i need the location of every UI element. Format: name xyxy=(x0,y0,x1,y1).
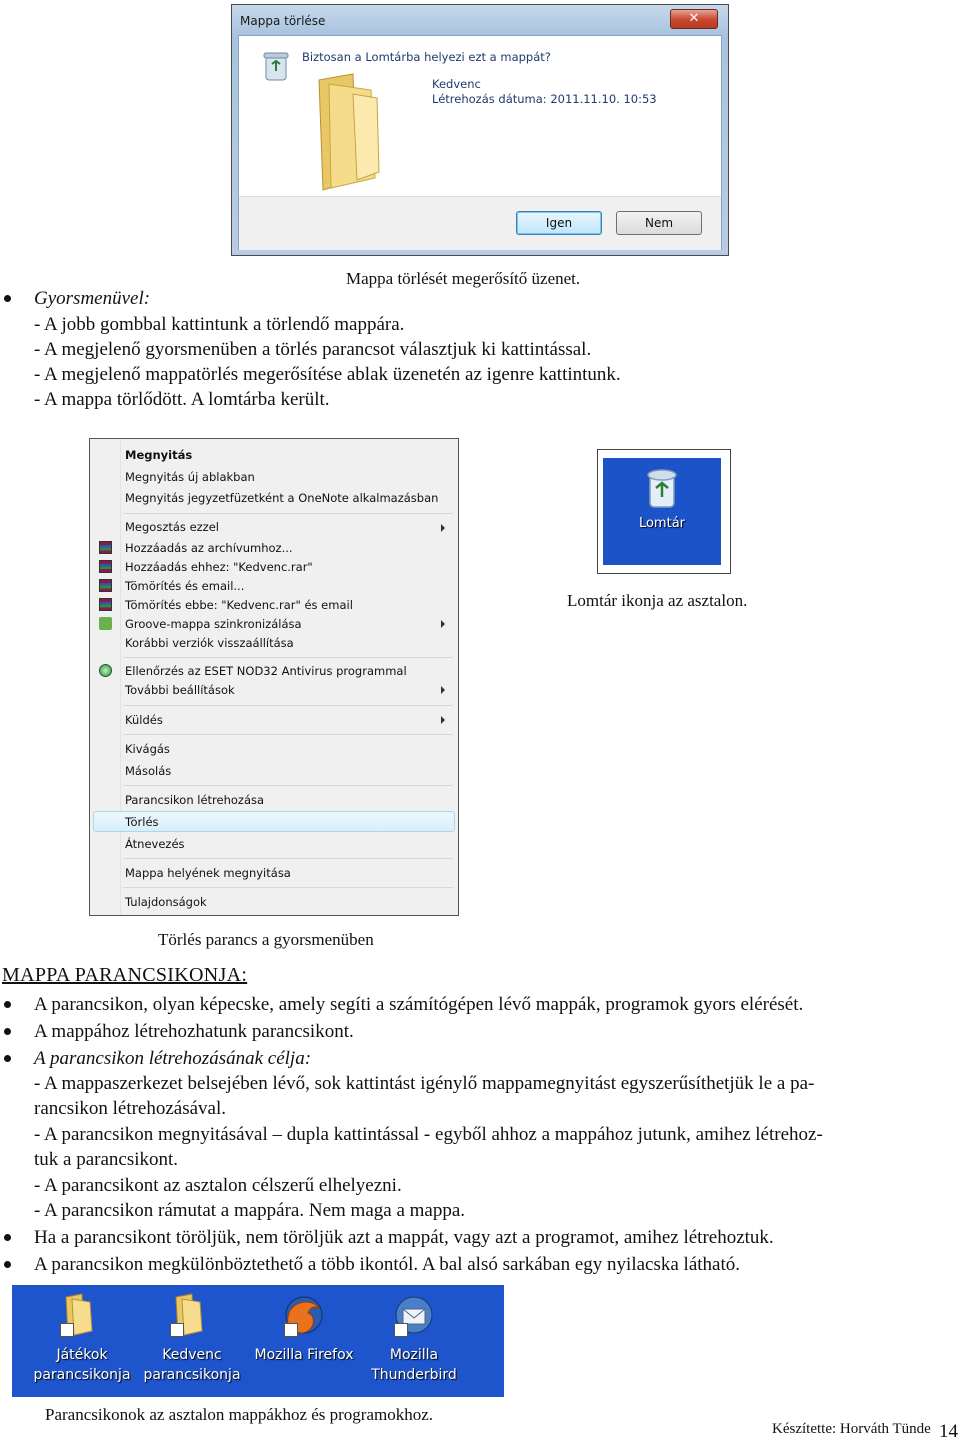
submenu-arrow-icon xyxy=(441,716,445,724)
section2-line: - A parancsikont az asztalon célszerű elhelyezni. xyxy=(34,1175,402,1196)
dialog-question: Biztosan a Lomtárba helyezi ezt a mappát? xyxy=(302,50,551,64)
section2-line: - A parancsikon megnyitásával – dupla kattintással - egyből ahhoz a mappához jutunk, amihez létrehoz- xyxy=(34,1124,823,1145)
menu-item-open-new-window[interactable]: Megnyitás új ablakban xyxy=(125,470,255,484)
bullet xyxy=(4,1055,11,1062)
recycle-bin-desktop[interactable] xyxy=(603,458,721,565)
menu-gutter xyxy=(90,439,121,915)
section1-line: - A megjelenő gyorsmenüben a törlés parancsot választjuk ki kattintással. xyxy=(34,339,592,360)
menu-item-copy[interactable]: Másolás xyxy=(125,764,172,778)
bullet xyxy=(4,1234,11,1241)
dialog-title: Mappa törlése xyxy=(240,14,326,28)
menu-item-share[interactable]: Megosztás ezzel xyxy=(125,520,219,534)
shortcut-label[interactable]: Mozilla Firefox xyxy=(254,1347,354,1363)
recycle-bin-icon xyxy=(645,466,679,510)
menu-item-open[interactable]: Megnyitás xyxy=(125,448,193,462)
recycle-caption: Lomtár ikonja az asztalon. xyxy=(567,591,748,610)
section2-heading: MAPPA PARANCSIKONJA: xyxy=(2,964,248,986)
dialog-caption: Mappa törlését megerősítő üzenet. xyxy=(346,269,581,288)
menu-caption: Törlés parancs a gyorsmenüben xyxy=(158,930,374,949)
section1-line: - A megjelenő mappatörlés megerősítése ablak üzenetén az igenre kattintunk. xyxy=(34,364,621,385)
menu-item-compress-email[interactable]: Tömörítés és email... xyxy=(125,579,245,593)
shortcuts-caption: Parancsikonok az asztalon mappákhoz és programokhoz. xyxy=(45,1405,434,1424)
eset-icon xyxy=(99,664,112,677)
groove-icon xyxy=(99,617,112,630)
menu-item-groove-sync[interactable]: Groove-mappa szinkronizálása xyxy=(125,617,302,631)
submenu-arrow-icon xyxy=(441,686,445,694)
shortcut-arrow-icon xyxy=(394,1323,408,1337)
bullet xyxy=(4,1261,11,1268)
shortcut-label[interactable]: Kedvenc parancsikonja xyxy=(143,1347,241,1383)
desktop-shortcuts xyxy=(12,1285,504,1397)
menu-item-create-shortcut[interactable]: Parancsikon létrehozása xyxy=(125,793,265,807)
menu-item-send-to[interactable]: Küldés xyxy=(125,713,163,727)
menu-item-delete[interactable]: Törlés xyxy=(125,815,159,829)
section2-line: - A parancsikon rámutat a mappára. Nem maga a mappa. xyxy=(34,1200,466,1221)
menu-item-cut[interactable]: Kivágás xyxy=(125,742,170,756)
menu-item-properties[interactable]: Tulajdonságok xyxy=(125,895,207,909)
folder-icon xyxy=(309,72,389,192)
section2-line: tuk a parancsikont. xyxy=(34,1149,179,1170)
winrar-icon xyxy=(99,579,112,592)
menu-item-add-archive[interactable]: Hozzáadás az archívumhoz... xyxy=(125,541,293,555)
no-button[interactable]: Nem xyxy=(616,211,702,235)
menu-separator xyxy=(123,734,453,735)
menu-separator xyxy=(123,785,453,786)
winrar-icon xyxy=(99,598,112,611)
section2-bullet: A parancsikon létrehozásának célja: xyxy=(34,1048,312,1069)
menu-separator xyxy=(123,513,453,514)
submenu-arrow-icon xyxy=(441,620,445,628)
menu-item-eset-scan[interactable]: Ellenőrzés az ESET NOD32 Antivirus programmal xyxy=(125,664,407,678)
menu-item-restore-versions[interactable]: Korábbi verziók visszaállítása xyxy=(125,636,294,650)
menu-item-add-rar[interactable]: Hozzáadás ehhez: "Kedvenc.rar" xyxy=(125,560,313,574)
section2-bullet: Ha a parancsikont töröljük, nem töröljük azt a mappát, vagy azt a programot, amihez létrehoztuk. xyxy=(34,1227,774,1248)
recycle-bin-label: Lomtár xyxy=(638,516,686,531)
yes-button[interactable]: Igen xyxy=(516,211,602,235)
menu-item-open-location[interactable]: Mappa helyének megnyitása xyxy=(125,866,291,880)
menu-item-open-onenote[interactable]: Megnyitás jegyzetfüzetként a OneNote alkalmazásban xyxy=(125,491,439,505)
shortcut-label[interactable]: Játékok parancsikonja xyxy=(33,1347,131,1383)
menu-item-compress-rar-email[interactable]: Tömörítés ebbe: "Kedvenc.rar" és email xyxy=(125,598,353,612)
footer-author: Készítette: Horváth Tünde xyxy=(772,1421,931,1437)
menu-separator xyxy=(123,657,453,658)
winrar-icon xyxy=(99,560,112,573)
page-number: 14 xyxy=(939,1421,958,1442)
section1-line: - A mappa törlődött. A lomtárba került. xyxy=(34,389,330,410)
folder-date: Létrehozás dátuma: 2011.11.10. 10:53 xyxy=(432,92,657,106)
shortcut-arrow-icon xyxy=(170,1323,184,1337)
section2-line: rancsikon létrehozásával. xyxy=(34,1098,227,1119)
section1-line: - A jobb gombbal kattintunk a törlendő mappára. xyxy=(34,314,405,335)
close-button[interactable]: ✕ xyxy=(670,9,718,29)
menu-separator xyxy=(123,705,453,706)
folder-name: Kedvenc xyxy=(432,77,481,91)
winrar-icon xyxy=(99,541,112,554)
bullet xyxy=(4,1001,11,1008)
recycle-bin-icon xyxy=(263,50,289,82)
context-menu xyxy=(89,438,459,916)
section2-line: - A mappaszerkezet belsejében lévő, sok kattintást igénylő mappamegnyitást egyszerűsíthetjük le a pa- xyxy=(34,1073,815,1094)
menu-item-rename[interactable]: Átnevezés xyxy=(125,837,185,851)
section1-heading: Gyorsmenüvel: xyxy=(34,288,151,309)
submenu-arrow-icon xyxy=(441,524,445,532)
delete-folder-dialog xyxy=(231,4,729,256)
dialog-client xyxy=(238,35,722,250)
shortcut-label[interactable]: Mozilla Thunderbird xyxy=(371,1347,457,1383)
section2-bullet: A mappához létrehozhatunk parancsikont. xyxy=(34,1021,354,1042)
bullet xyxy=(4,1028,11,1035)
menu-separator xyxy=(123,887,453,888)
shortcut-arrow-icon xyxy=(284,1323,298,1337)
section2-bullet: A parancsikon megkülönböztethető a több ikontól. A bal alsó sarkában egy nyilacska látható. xyxy=(34,1254,740,1275)
bullet xyxy=(4,295,11,302)
section2-bullet: A parancsikon, olyan képecske, amely segíti a számítógépen lévő mappák, programok gyors elérését. xyxy=(34,994,804,1015)
menu-item-more-settings[interactable]: További beállítások xyxy=(125,683,235,697)
shortcut-arrow-icon xyxy=(60,1323,74,1337)
dialog-button-bar xyxy=(239,196,721,250)
menu-separator xyxy=(123,858,453,859)
